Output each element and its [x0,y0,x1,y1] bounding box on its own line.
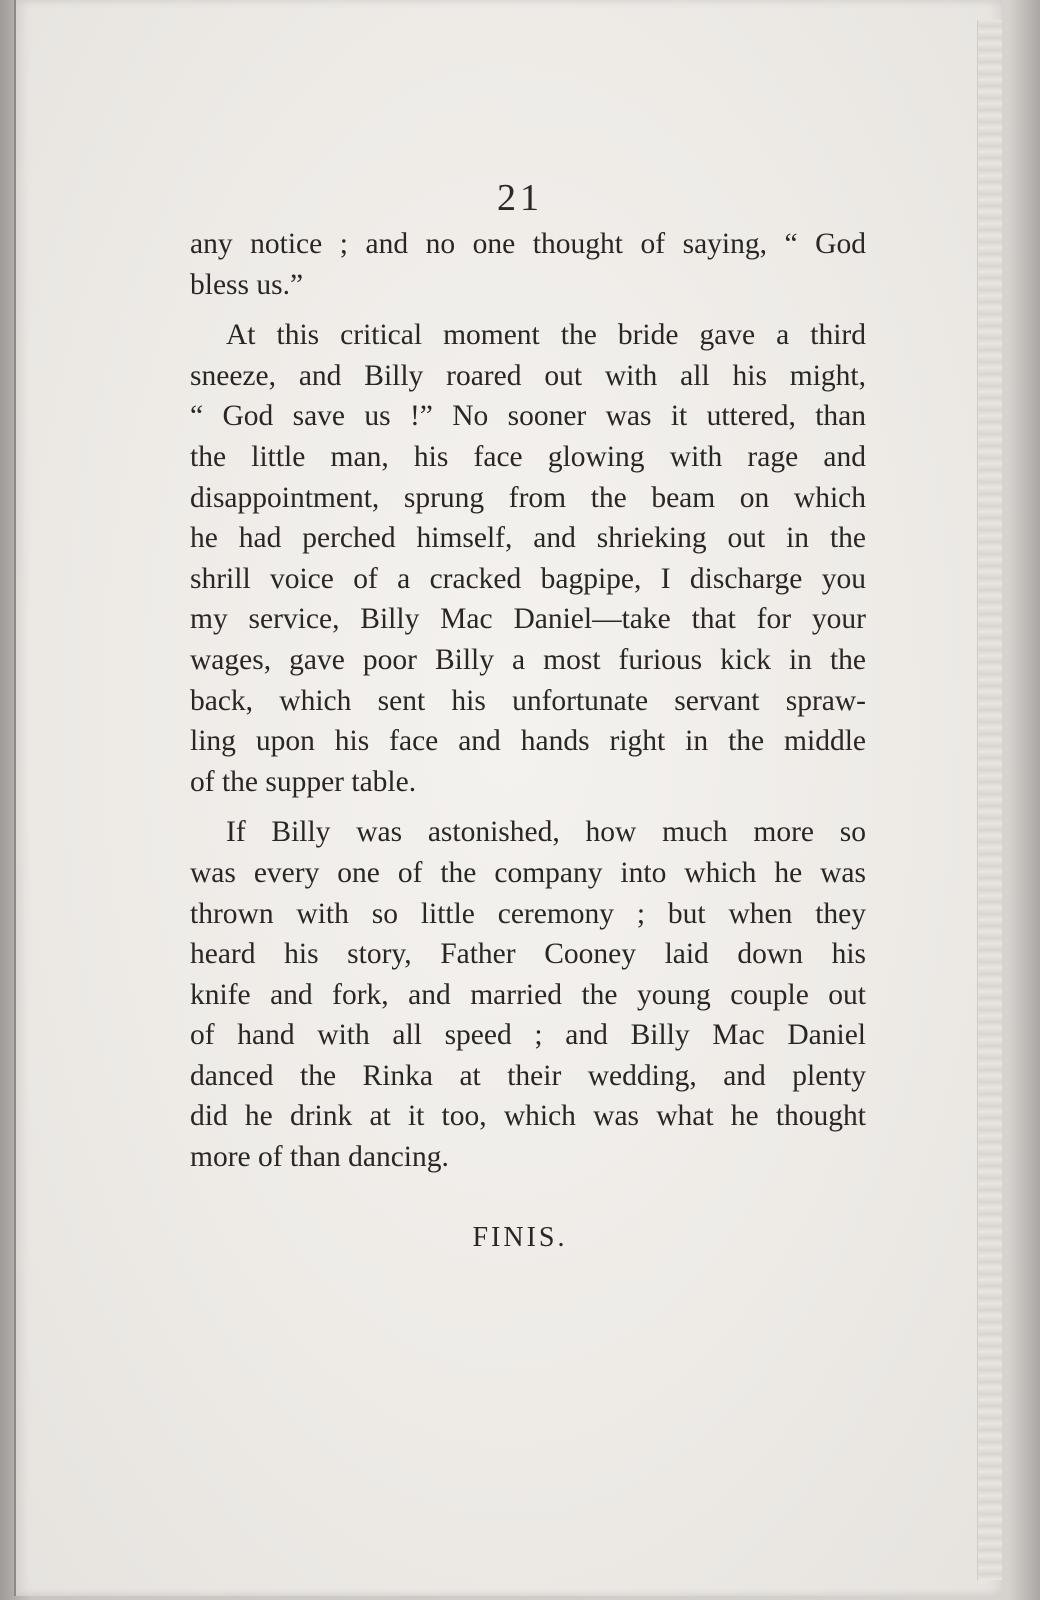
text-line: the little man, his face glowing with rage and [190,440,866,473]
text-line: was every one of the company into which he was [190,856,866,889]
page-edge [977,20,1002,1580]
text-line: ling upon his face and hands right in the middle [190,725,866,758]
text-line: of hand with all speed ; and Billy Mac Daniel [190,1019,866,1052]
finis-heading: FINIS. [472,1222,568,1253]
body-text [190,224,866,1178]
text-line: back, which sent his unfortunate servant spraw- [190,684,866,717]
text-line: did he drink at it too, which was what he thought [190,1100,866,1133]
text-line: wages, gave poor Billy a most furious kick in the [190,643,866,676]
text-line: bless us.” [190,268,304,301]
text-line: heard his story, Father Cooney laid down his [190,938,866,971]
text-line: If Billy was astonished, how much more so [226,816,866,849]
text-line: sneeze, and Billy roared out with all his might, [190,359,866,392]
text-line: more of than dancing. [190,1141,449,1174]
text-line: my service, Billy Mac Daniel—take that for your [190,603,866,636]
paragraph-gap [190,802,866,812]
text-line: danced the Rinka at their wedding, and plenty [190,1059,866,1092]
text-line: shrill voice of a cracked bagpipe, I discharge you [190,562,866,595]
text-line: of the supper table. [190,765,417,798]
text-line: any notice ; and no one thought of saying, “ God [190,228,866,260]
text-line: thrown with so little ceremony ; but when they [190,897,866,930]
page-number: 21 [497,177,543,219]
text-line: he had perched himself, and shrieking out in the [190,522,866,555]
text-line: “ God save us !” No sooner was it uttered, than [190,400,866,433]
text-line: At this critical moment the bride gave a third [226,319,866,352]
text-line: disappointment, sprung from the beam on which [190,481,866,514]
paragraph-gap [190,305,866,315]
text-line: knife and fork, and married the young couple out [190,978,866,1011]
